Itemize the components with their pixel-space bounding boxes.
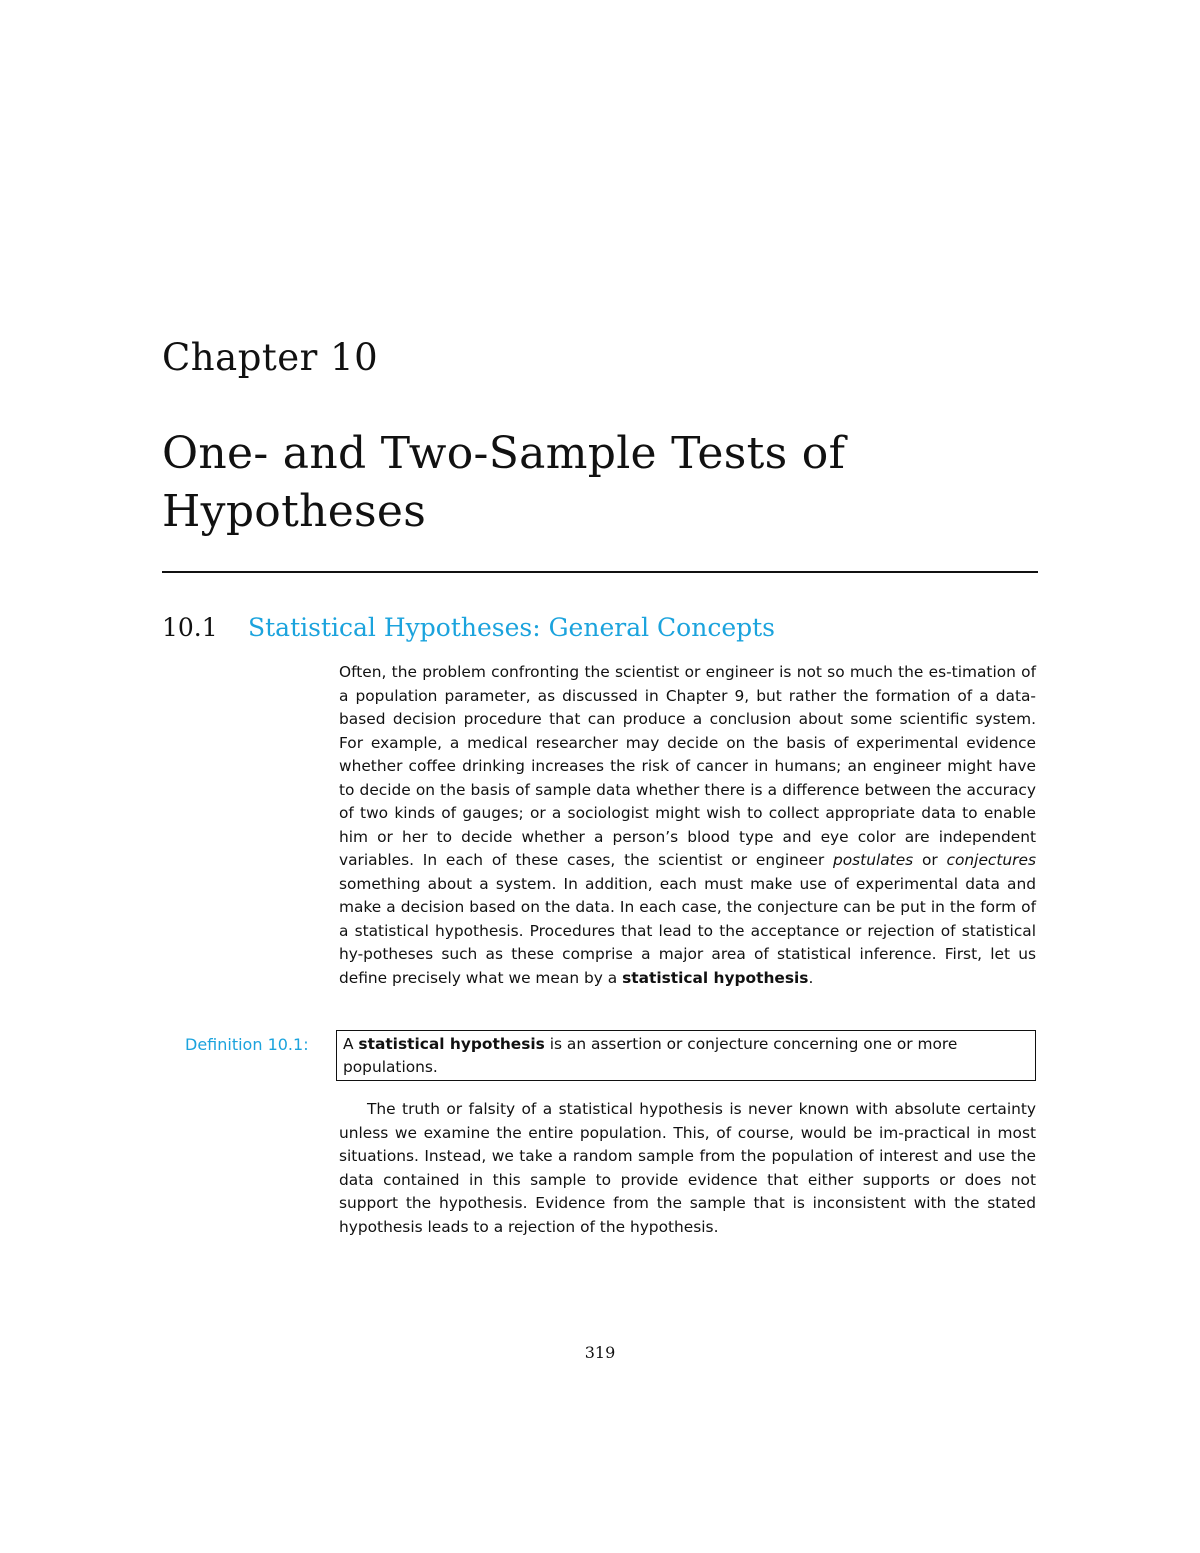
intro-paragraph — [339, 661, 1036, 990]
definition-term: statistical hypothesis — [358, 1035, 545, 1053]
title-divider — [162, 571, 1038, 573]
section-number: 10.1 — [162, 613, 218, 642]
page-number: 319 — [584, 1343, 616, 1362]
definition-text: is an assertion or conjecture concerning one or more populations. — [343, 1035, 958, 1076]
section-title: Statistical Hypotheses: General Concepts — [248, 613, 776, 642]
intro-text-part2: or — [913, 851, 947, 869]
chapter-label: Chapter 10 — [162, 336, 379, 379]
intro-text-part3: something about a system. In addition, each must make use of experimental data and make a decision based on the data. In each case, the conjecture can be put in the form of a statistical hypothesis. Procedures that lead to the acceptance or rejection of statistical hy-potheses such as these comprise a major area of statistical inference. First, let us define precisely what we mean by a — [339, 874, 1036, 987]
definition-prefix: A — [343, 1035, 359, 1053]
intro-bold-term: statistical hypothesis — [622, 968, 809, 987]
section-heading — [162, 611, 775, 645]
intro-text-end: . — [808, 968, 814, 987]
truth-paragraph: The truth or falsity of a statistical hypothesis is never known with absolute certainty unless we examine the entire population. This, of course, would be im-practical in most situations. Instead, we take a random sample from the population of interest and use the data contained in this sample to provide evidence that either supports or does not support the hypothesis. Evidence from the sample that is inconsistent with the stated hypothesis leads to a rejection of the hypothesis. — [339, 1100, 1036, 1236]
intro-italic-conjectures: conjectures — [946, 851, 1036, 869]
definition-box — [336, 1030, 1036, 1081]
definition-label: Definition 10.1: — [185, 1035, 309, 1054]
chapter-title: One- and Two-Sample Tests of Hypotheses — [162, 428, 846, 537]
intro-italic-postulates: postulates — [832, 851, 914, 869]
intro-text-part1: Often, the problem confronting the scientist or engineer is not so much the es-timation of a population parameter, as discussed in Chapter 9, but rather the formation of a data-based decision procedure that can produce a conclusion about some scientific system. For example, a medical researcher may decide on the basis of experimental evidence whether coffee drinking increases the risk of cancer in humans; an engineer might have to decide on the basis of sample data whether there is a difference between the accuracy of two kinds of gauges; or a sociologist might wish to collect appropriate data to enable him or her to decide whether a person’s blood type and eye color are independent variables. In each of these cases, the scientist or engineer — [339, 663, 1036, 869]
